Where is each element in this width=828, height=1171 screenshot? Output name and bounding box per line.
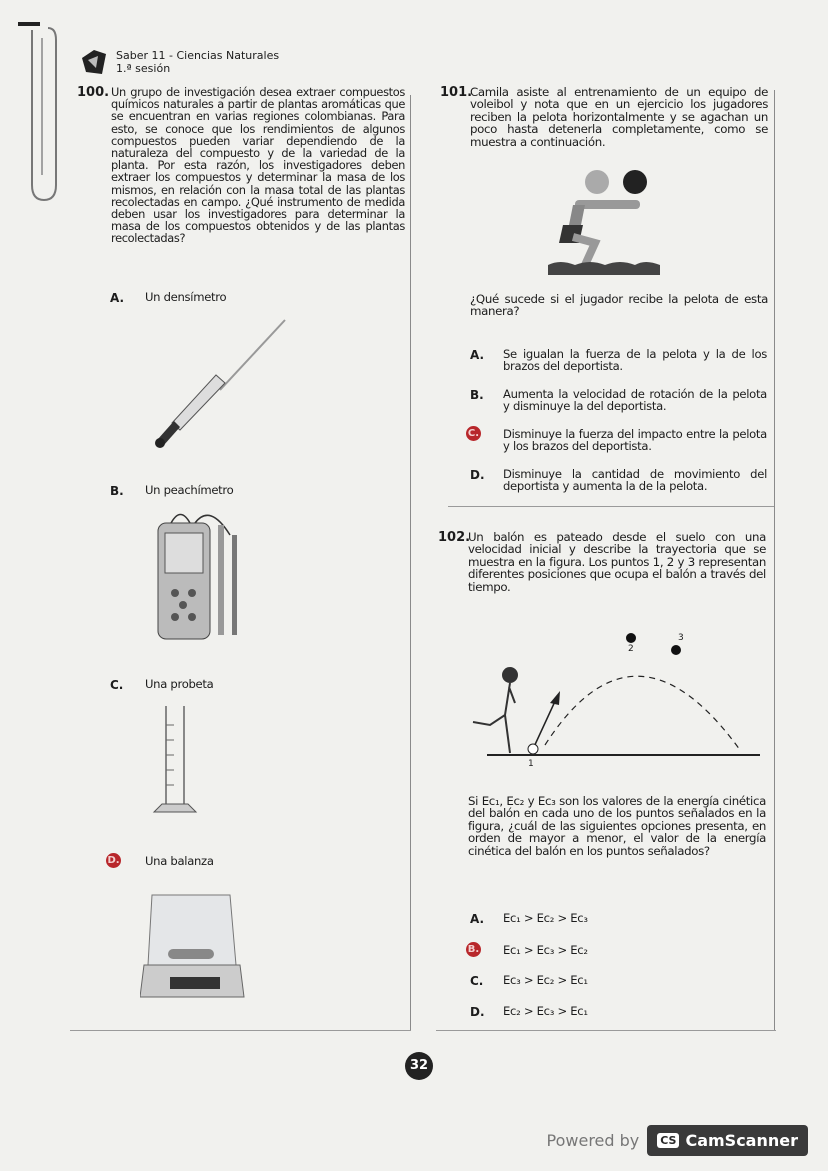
marked-answer-badge: B. xyxy=(467,944,480,955)
option-c-label[interactable]: Ec₃ > Ec₂ > Ec₁ xyxy=(503,973,588,987)
kicker-figure xyxy=(473,668,517,753)
point-label-1: 1 xyxy=(528,759,534,769)
question-number: 102. xyxy=(438,530,471,545)
hydrometer-image xyxy=(150,315,295,455)
point-label-2: 2 xyxy=(628,644,634,654)
header-title: Saber 11 - Ciencias Naturales xyxy=(116,49,280,62)
option-a-label[interactable]: Un densímetro xyxy=(145,290,227,304)
option-b-label[interactable]: Un peachímetro xyxy=(145,483,234,497)
option-b-label[interactable]: Aumenta la velocidad de rotación de la pelota y disminuye la del deportista. xyxy=(503,387,767,414)
option-c-label[interactable]: Disminuye la fuerza del impacto entre la pelota y los brazos del deportista. xyxy=(503,427,767,454)
brand-name: CamScanner xyxy=(685,1131,798,1150)
option-letter: C. xyxy=(110,678,124,692)
option-letter: A. xyxy=(470,912,485,926)
question-text: Un balón es pateado desde el suelo con una velocidad inicial y describe la trayectoria que se muestra en la figura. Los puntos 1, 2 y 3 representan diferentes posiciones que ocupa el balón a través del tiempo. xyxy=(468,530,766,594)
question-text: Un grupo de investigación desea extraer compuestos químicos naturales a partir de plantas aromáticas que se encuentran en varias regiones colombianas. Para esto, se conoce que los rendimientos de algunos compuestos pueden variar dependiendo de la naturaleza del compuesto y de la variedad de la planta. Por esta razón, los investigadores deben extraer los compuestos y determinar la masa de los mismos, en relación con la masa total de las plantas recolectadas en campo. ¿Qué instrumento de medida deben usar los investigadores para determinar la masa de los compuestos obtenidos y de las plantas recolectadas? xyxy=(111,85,405,246)
question-prompt: Si Ec₁, Ec₂ y Ec₃ son los valores de la energía cinética del balón en cada uno de los puntos señalados en la figura, ¿cuál de las siguientes opciones presenta, en orden de mayor a menor, el valor de la energía cinética del balón en los puntos señalados? xyxy=(468,794,766,858)
option-letter: D. xyxy=(470,468,485,482)
option-letter: B. xyxy=(470,388,484,402)
header-session: 1.ª sesión xyxy=(116,62,171,75)
option-a-label[interactable]: Ec₁ > Ec₂ > Ec₃ xyxy=(503,911,588,925)
option-letter: D. xyxy=(470,1005,485,1019)
question-prompt: ¿Qué sucede si el jugador recibe la pelota de esta manera? xyxy=(470,292,768,319)
camscanner-logo xyxy=(647,1125,808,1156)
ph-meter-image xyxy=(150,505,250,645)
question-number: 100. xyxy=(77,85,110,100)
option-b-label[interactable]: Ec₁ > Ec₃ > Ec₂ xyxy=(503,943,588,957)
option-c-label[interactable]: Una probeta xyxy=(145,677,214,691)
option-letter: A. xyxy=(470,348,485,362)
option-letter: A. xyxy=(110,291,125,305)
balance-image xyxy=(140,885,250,1010)
camscanner-badge-icon: CS xyxy=(657,1133,679,1148)
marked-answer-badge: C. xyxy=(467,428,480,439)
watermark xyxy=(547,1125,808,1156)
option-d-label[interactable]: Disminuye la cantidad de movimiento del deportista y aumenta la de la pelota. xyxy=(503,467,767,494)
trajectory-figure xyxy=(465,625,765,775)
option-letter: B. xyxy=(110,484,124,498)
powered-by-text: Powered by xyxy=(546,1131,640,1150)
logo-icon xyxy=(80,48,108,76)
option-d-label[interactable]: Ec₂ > Ec₃ > Ec₁ xyxy=(503,1004,588,1018)
marked-answer-badge: D. xyxy=(107,855,120,866)
page-number: 32 xyxy=(405,1052,433,1080)
paperclip-icon xyxy=(18,20,68,205)
option-letter: C. xyxy=(470,974,484,988)
graduated-cylinder-image xyxy=(150,700,230,820)
question-number: 101. xyxy=(440,85,473,100)
question-text: Camila asiste al entrenamiento de un equipo de voleibol y nota que en un ejercicio los jugadores reciben la pelota horizontalmente y se agachan un poco hasta detenerla completamente, como se muestra a continuación. xyxy=(470,85,768,149)
option-a-label[interactable]: Se igualan la fuerza de la pelota y la de los brazos del deportista. xyxy=(503,347,767,374)
volleyball-player-image xyxy=(545,165,665,275)
option-d-label[interactable]: Una balanza xyxy=(145,854,214,868)
point-label-3: 3 xyxy=(678,633,684,643)
